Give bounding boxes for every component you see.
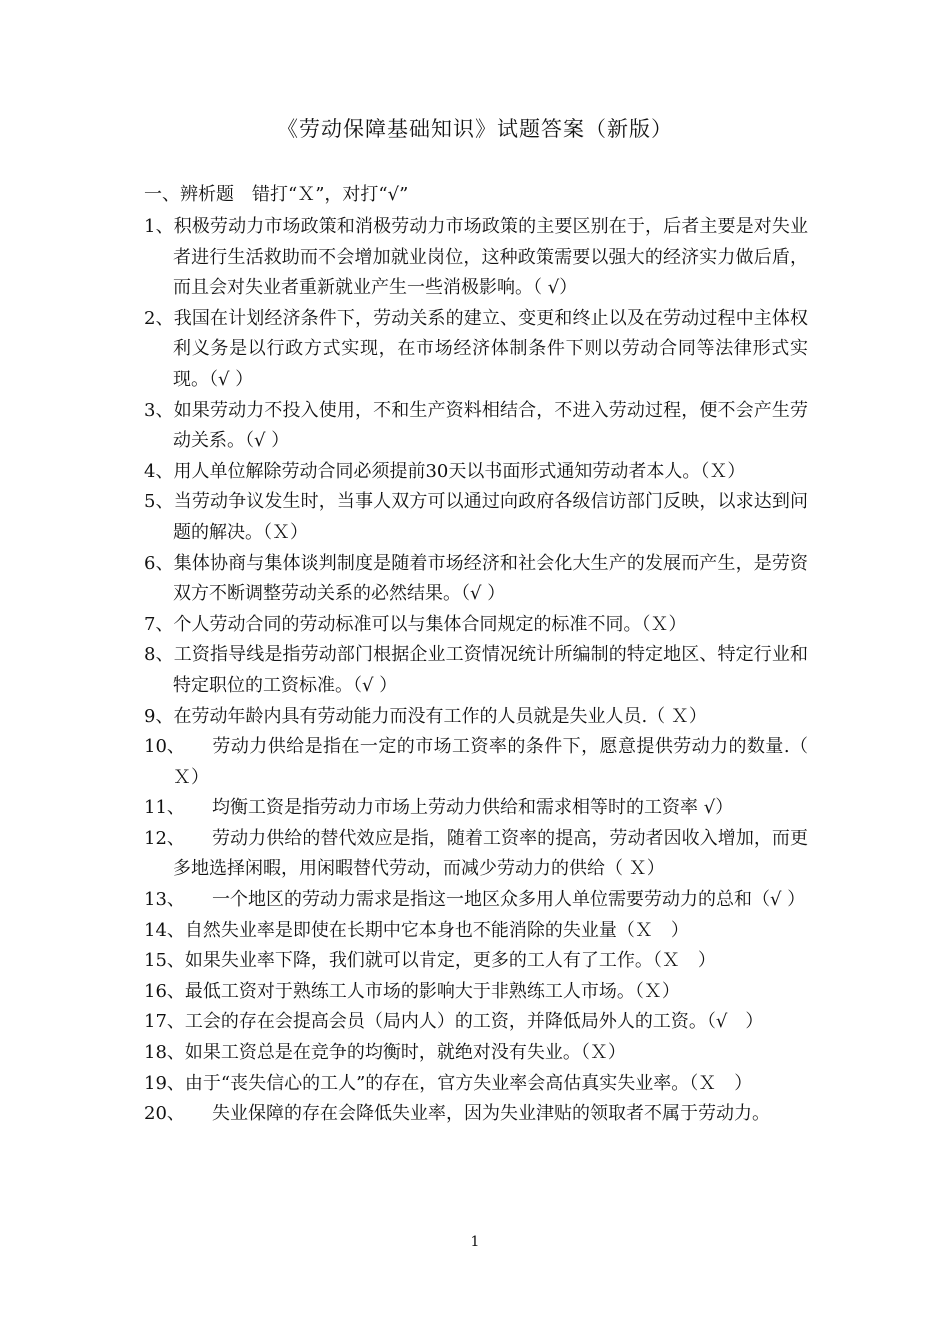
question-text: 在劳动年龄内具有劳动能力而没有工作的人员就是失业人员.（ Ｘ） — [173, 705, 707, 727]
question-text: 最低工资对于熟练工人市场的影响大于非熟练工人市场。（Ｘ） — [184, 980, 680, 1002]
question-number: 17、 — [144, 1011, 185, 1033]
question-item — [144, 457, 808, 488]
question-item — [144, 732, 808, 793]
question-text: 如果工资总是在竞争的均衡时，就绝对没有失业。（Ｘ） — [184, 1042, 626, 1064]
question-item — [144, 304, 808, 396]
question-item — [144, 793, 808, 824]
question-item — [144, 946, 808, 977]
question-text: 自然失业率是即使在长期中它本身也不能消除的失业量（Ｘ ） — [184, 919, 689, 941]
question-number: 7、 — [144, 613, 174, 635]
question-text: 劳动力供给的替代效应是指，随着工资率的提高，劳动者因收入增加，而更多地选择闲暇，用闲暇替代劳动，而减少劳动力的供给（ Ｘ） — [173, 827, 808, 880]
question-item — [144, 977, 808, 1008]
question-number: 6、 — [144, 552, 174, 574]
question-text: 个人劳动合同的劳动标准可以与集体合同规定的标准不同。（Ｘ） — [173, 613, 687, 635]
question-number: 9、 — [144, 705, 174, 727]
question-item — [144, 610, 808, 641]
question-text: 积极劳动力市场政策和消极劳动力市场政策的主要区别在于，后者主要是对失业者进行生活救助而不会增加就业岗位，这种政策需要以强大的经济实力做后盾，而且会对失业者重新就业产生一些消极影响。（ √） — [173, 216, 809, 299]
question-text: 由于“丧失信心的工人”的存在，官方失业率会高估真实失业率。（Ｘ ） — [184, 1072, 753, 1094]
question-item — [144, 702, 808, 733]
question-number: 14、 — [144, 919, 185, 941]
question-item — [144, 916, 808, 947]
question-list — [144, 212, 808, 1130]
question-text: 劳动力供给是指在一定的市场工资率的条件下，愿意提供劳动力的数量.（ Ｘ） — [173, 736, 808, 788]
question-text: 如果劳动力不投入使用，不和生产资料相结合，不进入劳动过程，便不会产生劳动关系。（√ ） — [173, 399, 809, 452]
question-text: 当劳动争议发生时，当事人双方可以通过向政府各级信访部门反映，以求达到问题的解决。（Ｘ） — [173, 491, 809, 543]
question-number: 18、 — [144, 1042, 185, 1064]
question-number: 3、 — [144, 399, 174, 421]
question-number: 11、 — [144, 797, 185, 819]
question-number: 5、 — [144, 491, 174, 513]
question-text: 用人单位解除劳动合同必须提前30天以书面形式通知劳动者本人。（Ｘ） — [173, 460, 746, 482]
question-text: 工会的存在会提高会员（局内人）的工资，并降低局外人的工资。（√ ） — [184, 1011, 764, 1033]
question-item — [144, 1069, 808, 1100]
question-number: 8、 — [144, 644, 174, 666]
question-item — [144, 1038, 808, 1069]
question-number: 10、 — [144, 736, 185, 758]
question-number: 15、 — [144, 950, 185, 972]
question-number: 20、 — [144, 1103, 185, 1125]
question-item — [144, 1007, 808, 1038]
question-item — [144, 1099, 808, 1130]
question-item — [144, 640, 808, 701]
question-item — [144, 885, 808, 916]
question-number: 4、 — [144, 460, 174, 482]
question-number: 16、 — [144, 980, 185, 1002]
question-text: 集体协商与集体谈判制度是随着市场经济和社会化大生产的发展而产生，是劳资双方不断调整劳动关系的必然结果。（√ ） — [173, 552, 809, 605]
question-item — [144, 824, 808, 885]
question-number: 2、 — [144, 307, 174, 329]
question-text: 均衡工资是指劳动力市场上劳动力供给和需求相等时的工资率 √） — [212, 797, 734, 819]
question-text: 我国在计划经济条件下，劳动关系的建立、变更和终止以及在劳动过程中主体权利义务是以行政方式实现，在市场经济体制条件下则以劳动合同等法律形式实现。（√ ） — [173, 307, 809, 390]
document-title: 《劳动保障基础知识》试题答案（新版） — [277, 117, 673, 141]
question-number: 1、 — [144, 216, 174, 237]
question-text: 工资指导线是指劳动部门根据企业工资情况统计所编制的特定地区、特定行业和特定职位的工资标准。（√ ） — [173, 644, 809, 696]
page-number: 1 — [470, 1234, 480, 1250]
question-item — [144, 212, 808, 304]
question-text: 失业保障的存在会降低失业率，因为失业津贴的领取者不属于劳动力。 — [212, 1103, 770, 1125]
question-text: 如果失业率下降，我们就可以肯定，更多的工人有了工作。（Ｘ ） — [184, 950, 716, 972]
question-number: 13、 — [144, 889, 185, 911]
question-number: 19、 — [144, 1072, 185, 1094]
question-text: 一个地区的劳动力需求是指这一地区众多用人单位需要劳动力的总和（√ ） — [212, 889, 806, 911]
question-number: 12、 — [144, 827, 185, 849]
question-item — [144, 549, 808, 610]
section-heading: 一、辨析题 错打“Ｘ”，对打“√” — [144, 184, 409, 205]
question-item — [144, 396, 808, 457]
question-item — [144, 487, 808, 548]
